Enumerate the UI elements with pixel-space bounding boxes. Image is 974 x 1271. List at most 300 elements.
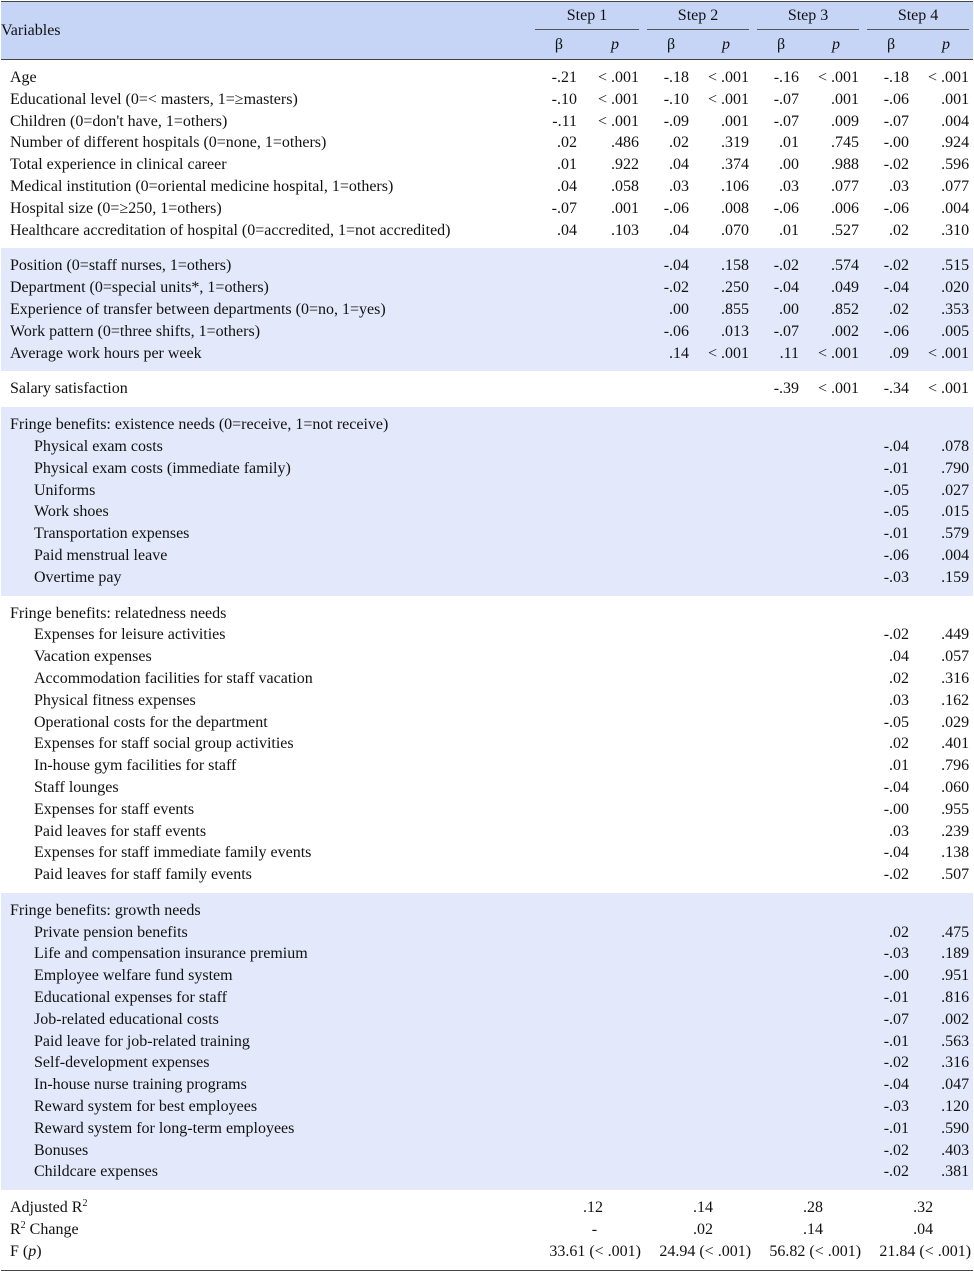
beta-cell-step-4: .03 [863, 821, 919, 843]
p-cell-step-1 [587, 299, 643, 321]
p-cell-step-2 [699, 821, 753, 843]
beta-cell-step-4: -.00 [863, 132, 919, 154]
beta-cell-step-2 [643, 965, 699, 987]
table-row [1, 154, 973, 176]
beta-cell-step-2 [643, 1074, 699, 1096]
spacer-cell [1, 371, 531, 378]
variable-label: Salary satisfaction [1, 378, 531, 400]
table-row [1, 480, 973, 502]
step-3-header: Step 3 [753, 2, 863, 31]
beta-cell-step-3: -.07 [753, 89, 809, 111]
spacer-cell [919, 1183, 973, 1190]
group-spacer [1, 893, 973, 900]
p-cell-step-4: .239 [919, 821, 973, 843]
table-row [1, 67, 973, 89]
beta-cell-step-2: -.04 [643, 255, 699, 277]
spacer-cell [1, 1183, 531, 1190]
beta-cell-step-4: -.02 [863, 1140, 919, 1162]
spacer-cell [531, 371, 587, 378]
variable-label: Uniforms [1, 480, 531, 502]
beta-cell-step-4: .03 [863, 176, 919, 198]
beta-cell-step-2 [643, 900, 699, 922]
beta-cell-step-2 [643, 755, 699, 777]
spacer-cell [1, 364, 531, 371]
beta-cell-step-3 [753, 1031, 809, 1053]
spacer-cell [919, 596, 973, 603]
spacer-cell [699, 248, 753, 255]
p-cell-step-4: .449 [919, 624, 973, 646]
spacer-cell [753, 1263, 809, 1271]
beta-cell-step-3 [753, 624, 809, 646]
spacer-cell [643, 893, 699, 900]
table-row [1, 864, 973, 886]
beta-header: β [531, 30, 587, 60]
p-cell-step-4: .005 [919, 321, 973, 343]
p-cell-step-4: .475 [919, 922, 973, 944]
p-cell-step-4: .162 [919, 690, 973, 712]
group-spacer [1, 407, 973, 414]
beta-cell-step-3: -.07 [753, 321, 809, 343]
variable-label: Number of different hospitals (0=none, 1=others) [1, 132, 531, 154]
spacer-cell [587, 60, 643, 68]
p-cell-step-3 [809, 690, 863, 712]
p-cell-step-3: .988 [809, 154, 863, 176]
variable-group-1 [1, 60, 973, 249]
beta-cell-step-3 [753, 501, 809, 523]
beta-cell-step-3 [753, 480, 809, 502]
table-row [1, 1096, 973, 1118]
table-header [1, 2, 973, 60]
spacer-cell [863, 1183, 919, 1190]
beta-cell-step-4: -.05 [863, 480, 919, 502]
beta-cell-step-3: -.39 [753, 378, 809, 400]
p-cell-step-1 [587, 1161, 643, 1183]
p-cell-step-4: .955 [919, 799, 973, 821]
p-cell-step-2 [699, 712, 753, 734]
spacer-cell [1, 1263, 531, 1271]
p-cell-step-4: .515 [919, 255, 973, 277]
p-cell-step-1 [587, 1140, 643, 1162]
variable-group-2 [1, 248, 973, 371]
beta-cell-step-4: -.07 [863, 1009, 919, 1031]
variable-label: Employee welfare fund system [1, 965, 531, 987]
p-cell-step-4: < .001 [919, 343, 973, 365]
beta-cell-step-4: -.00 [863, 799, 919, 821]
table-row [1, 299, 973, 321]
p-cell-step-1 [587, 1009, 643, 1031]
p-cell-step-2 [699, 1052, 753, 1074]
beta-cell-step-3 [753, 603, 809, 625]
p-cell-step-1 [587, 624, 643, 646]
table-row [1, 646, 973, 668]
table-row [1, 821, 973, 843]
variable-group-5 [1, 596, 973, 893]
spacer-cell [699, 589, 753, 596]
p-cell-step-1 [587, 1031, 643, 1053]
beta-cell-step-2 [643, 690, 699, 712]
beta-cell-step-3 [753, 646, 809, 668]
regression-table [1, 1, 973, 1271]
table-row [1, 378, 973, 400]
p-cell-step-2 [699, 480, 753, 502]
table-row [1, 458, 973, 480]
p-cell-step-3: .852 [809, 299, 863, 321]
summary-label-text: R [10, 1221, 21, 1239]
p-cell-step-3: .009 [809, 111, 863, 133]
spacer-cell [699, 893, 753, 900]
beta-cell-step-2 [643, 1009, 699, 1031]
p-cell-step-4: .316 [919, 668, 973, 690]
p-cell-step-2 [699, 624, 753, 646]
beta-cell-step-1 [531, 900, 587, 922]
beta-cell-step-1 [531, 733, 587, 755]
p-cell-step-1 [587, 277, 643, 299]
beta-cell-step-2 [643, 480, 699, 502]
spacer-cell [643, 364, 699, 371]
summary-value-step-2: .14 [643, 1197, 753, 1219]
p-cell-step-2: .319 [699, 132, 753, 154]
beta-cell-step-3: .11 [753, 343, 809, 365]
p-cell-step-2 [699, 458, 753, 480]
summary-value-step-4: 21.84 (< .001) [863, 1241, 973, 1263]
beta-header: β [863, 30, 919, 60]
beta-cell-step-1 [531, 821, 587, 843]
beta-cell-step-3 [753, 436, 809, 458]
spacer-cell [643, 886, 699, 893]
p-cell-step-3 [809, 799, 863, 821]
p-cell-step-4: .159 [919, 567, 973, 589]
variable-label: Transportation expenses [1, 523, 531, 545]
spacer-cell [699, 241, 753, 248]
beta-cell-step-2 [643, 567, 699, 589]
beta-cell-step-4: .01 [863, 755, 919, 777]
spacer-cell [643, 1190, 699, 1197]
table-row [1, 1161, 973, 1183]
p-cell-step-4 [919, 900, 973, 922]
spacer-cell [643, 241, 699, 248]
p-cell-step-3 [809, 458, 863, 480]
beta-cell-step-4: -.02 [863, 154, 919, 176]
variable-label: Reward system for long-term employees [1, 1118, 531, 1140]
p-cell-step-3 [809, 900, 863, 922]
p-cell-step-4: .579 [919, 523, 973, 545]
summary-value-step-3: .14 [753, 1219, 863, 1241]
beta-cell-step-4: -.03 [863, 1096, 919, 1118]
beta-cell-step-1 [531, 799, 587, 821]
spacer-cell [1, 407, 531, 414]
beta-cell-step-1 [531, 1074, 587, 1096]
beta-cell-step-4 [863, 414, 919, 436]
beta-cell-step-4: -.01 [863, 458, 919, 480]
spacer-cell [699, 60, 753, 68]
p-cell-step-1: .486 [587, 132, 643, 154]
variable-label: Self-development expenses [1, 1052, 531, 1074]
beta-cell-step-1: .01 [531, 154, 587, 176]
spacer-cell [531, 596, 587, 603]
spacer-cell [1, 596, 531, 603]
p-cell-step-4: .316 [919, 1052, 973, 1074]
beta-cell-step-4: -.04 [863, 436, 919, 458]
p-cell-step-3: < .001 [809, 343, 863, 365]
spacer-cell [919, 589, 973, 596]
variable-label: Healthcare accreditation of hospital (0=accredited, 1=not accredited) [1, 220, 531, 242]
p-cell-step-4: .310 [919, 220, 973, 242]
spacer-cell [699, 1183, 753, 1190]
variable-group-3 [1, 371, 973, 407]
beta-cell-step-2: -.06 [643, 198, 699, 220]
spacer-cell [531, 248, 587, 255]
spacer-cell [587, 364, 643, 371]
beta-cell-step-4: .04 [863, 646, 919, 668]
p-cell-step-2: .158 [699, 255, 753, 277]
spacer-cell [753, 371, 809, 378]
table-row [1, 842, 973, 864]
variable-label: Expenses for staff immediate family events [1, 842, 531, 864]
spacer-cell [1, 241, 531, 248]
p-cell-step-2 [699, 567, 753, 589]
beta-cell-step-3 [753, 777, 809, 799]
variable-label: Physical fitness expenses [1, 690, 531, 712]
spacer-cell [809, 371, 863, 378]
table-row [1, 733, 973, 755]
beta-cell-step-2: -.18 [643, 67, 699, 89]
beta-cell-step-4: -.18 [863, 67, 919, 89]
p-cell-step-1 [587, 458, 643, 480]
p-cell-step-3 [809, 1074, 863, 1096]
p-header: p [699, 30, 753, 60]
table-row [1, 799, 973, 821]
beta-cell-step-4: -.03 [863, 943, 919, 965]
spacer-cell [753, 364, 809, 371]
variable-label: Paid leaves for staff events [1, 821, 531, 843]
spacer-cell [809, 589, 863, 596]
p-cell-step-3: .001 [809, 89, 863, 111]
summary-value-step-4: .04 [863, 1219, 973, 1241]
table-row [1, 1031, 973, 1053]
p-cell-step-3 [809, 1052, 863, 1074]
spacer-cell [753, 1190, 809, 1197]
table-row [1, 255, 973, 277]
beta-cell-step-4: -.06 [863, 198, 919, 220]
p-cell-step-4: < .001 [919, 67, 973, 89]
p-cell-step-2: .070 [699, 220, 753, 242]
step-1-header: Step 1 [531, 2, 643, 31]
spacer-cell [699, 400, 753, 407]
beta-cell-step-2 [643, 821, 699, 843]
beta-cell-step-1 [531, 1052, 587, 1074]
spacer-cell [809, 886, 863, 893]
beta-cell-step-1 [531, 321, 587, 343]
beta-cell-step-2: -.02 [643, 277, 699, 299]
p-cell-step-1 [587, 567, 643, 589]
p-cell-step-3 [809, 436, 863, 458]
beta-cell-step-1 [531, 864, 587, 886]
beta-cell-step-1 [531, 414, 587, 436]
p-cell-step-2: < .001 [699, 89, 753, 111]
spacer-cell [699, 1263, 753, 1271]
p-cell-step-3 [809, 1031, 863, 1053]
beta-cell-step-2: .04 [643, 220, 699, 242]
p-cell-step-3 [809, 603, 863, 625]
beta-cell-step-4: -.01 [863, 523, 919, 545]
spacer-cell [809, 407, 863, 414]
step-2-header: Step 2 [643, 2, 753, 31]
variable-label: Fringe benefits: existence needs (0=receive, 1=not receive) [1, 414, 531, 436]
p-cell-step-2 [699, 922, 753, 944]
step-4-header: Step 4 [863, 2, 973, 31]
spacer-cell [753, 60, 809, 68]
p-cell-step-3 [809, 624, 863, 646]
beta-cell-step-3: -.04 [753, 277, 809, 299]
p-cell-step-1: < .001 [587, 111, 643, 133]
spacer-cell [531, 60, 587, 68]
p-cell-step-3 [809, 1140, 863, 1162]
beta-cell-step-4: -.02 [863, 864, 919, 886]
p-cell-step-1 [587, 1118, 643, 1140]
beta-cell-step-4: -.05 [863, 712, 919, 734]
p-cell-step-2 [699, 1161, 753, 1183]
spacer-cell [919, 893, 973, 900]
spacer-cell [587, 241, 643, 248]
spacer-cell [587, 893, 643, 900]
p-cell-step-2 [699, 864, 753, 886]
p-cell-step-4: .507 [919, 864, 973, 886]
p-cell-step-4: .790 [919, 458, 973, 480]
spacer-cell [531, 1183, 587, 1190]
p-cell-step-3 [809, 1096, 863, 1118]
beta-cell-step-2 [643, 1118, 699, 1140]
p-cell-step-1: .058 [587, 176, 643, 198]
table-row [1, 567, 973, 589]
p-cell-step-3 [809, 842, 863, 864]
beta-cell-step-1 [531, 299, 587, 321]
p-cell-step-2 [699, 690, 753, 712]
beta-cell-step-2 [643, 712, 699, 734]
spacer-cell [809, 1190, 863, 1197]
beta-cell-step-3: .03 [753, 176, 809, 198]
group-spacer [1, 1190, 973, 1197]
beta-cell-step-2 [643, 603, 699, 625]
p-cell-step-4: .796 [919, 755, 973, 777]
variable-label: Work shoes [1, 501, 531, 523]
spacer-cell [531, 241, 587, 248]
p-cell-step-3: .049 [809, 277, 863, 299]
spacer-cell [753, 596, 809, 603]
variable-label: Total experience in clinical career [1, 154, 531, 176]
spacer-cell [643, 371, 699, 378]
spacer-cell [1, 893, 531, 900]
beta-cell-step-2 [643, 1161, 699, 1183]
spacer-cell [643, 1263, 699, 1271]
p-cell-step-2 [699, 943, 753, 965]
f-statistic-row [1, 1241, 973, 1263]
spacer-cell [531, 893, 587, 900]
p-cell-step-4: < .001 [919, 378, 973, 400]
variable-label: Paid menstrual leave [1, 545, 531, 567]
table-row [1, 624, 973, 646]
beta-cell-step-2 [643, 501, 699, 523]
p-cell-step-1 [587, 777, 643, 799]
beta-cell-step-1 [531, 1096, 587, 1118]
beta-cell-step-3: -.02 [753, 255, 809, 277]
table-row [1, 1074, 973, 1096]
beta-cell-step-1 [531, 378, 587, 400]
beta-cell-step-2: .04 [643, 154, 699, 176]
table-row [1, 111, 973, 133]
summary-label-text: F ( [10, 1242, 29, 1260]
beta-cell-step-4: -.06 [863, 321, 919, 343]
beta-cell-step-4: .02 [863, 220, 919, 242]
beta-cell-step-2 [643, 624, 699, 646]
p-cell-step-3 [809, 987, 863, 1009]
p-cell-step-1 [587, 900, 643, 922]
p-cell-step-4: .060 [919, 777, 973, 799]
p-cell-step-1 [587, 1074, 643, 1096]
p-cell-step-3: .077 [809, 176, 863, 198]
p-cell-step-1 [587, 378, 643, 400]
spacer-cell [531, 886, 587, 893]
summary-value-step-4: .32 [863, 1197, 973, 1219]
p-cell-step-2: .855 [699, 299, 753, 321]
table-row [1, 1052, 973, 1074]
spacer-cell [809, 1263, 863, 1271]
p-cell-step-3 [809, 943, 863, 965]
spacer-cell [587, 589, 643, 596]
spacer-cell [587, 1183, 643, 1190]
spacer-cell [531, 589, 587, 596]
spacer-cell [643, 1183, 699, 1190]
beta-cell-step-2 [643, 1052, 699, 1074]
spacer-cell [919, 400, 973, 407]
p-cell-step-1 [587, 255, 643, 277]
p-cell-step-3 [809, 712, 863, 734]
beta-cell-step-2: .02 [643, 132, 699, 154]
spacer-cell [531, 407, 587, 414]
spacer-cell [1, 60, 531, 68]
p-cell-step-1 [587, 1052, 643, 1074]
beta-cell-step-1 [531, 943, 587, 965]
p-header: p [587, 30, 643, 60]
beta-cell-step-3 [753, 965, 809, 987]
p-cell-step-4: .027 [919, 480, 973, 502]
beta-cell-step-3: .01 [753, 132, 809, 154]
p-cell-step-4: .401 [919, 733, 973, 755]
p-cell-step-4: .004 [919, 545, 973, 567]
beta-cell-step-1 [531, 668, 587, 690]
p-header: p [919, 30, 973, 60]
spacer-cell [699, 1190, 753, 1197]
spacer-cell [863, 364, 919, 371]
p-cell-step-4: .120 [919, 1096, 973, 1118]
beta-cell-step-4: -.01 [863, 1031, 919, 1053]
variable-label: Fringe benefits: relatedness needs [1, 603, 531, 625]
p-cell-step-3 [809, 501, 863, 523]
p-cell-step-2 [699, 523, 753, 545]
beta-cell-step-2: -.06 [643, 321, 699, 343]
variable-group-4 [1, 407, 973, 595]
p-cell-step-3: .006 [809, 198, 863, 220]
p-cell-step-3 [809, 821, 863, 843]
spacer-cell [643, 400, 699, 407]
beta-cell-step-2 [643, 943, 699, 965]
beta-cell-step-3 [753, 987, 809, 1009]
superscript: 2 [20, 1220, 26, 1232]
group-spacer [1, 248, 973, 255]
p-cell-step-1 [587, 842, 643, 864]
p-cell-step-4: .951 [919, 965, 973, 987]
table-row [1, 668, 973, 690]
beta-cell-step-2 [643, 922, 699, 944]
